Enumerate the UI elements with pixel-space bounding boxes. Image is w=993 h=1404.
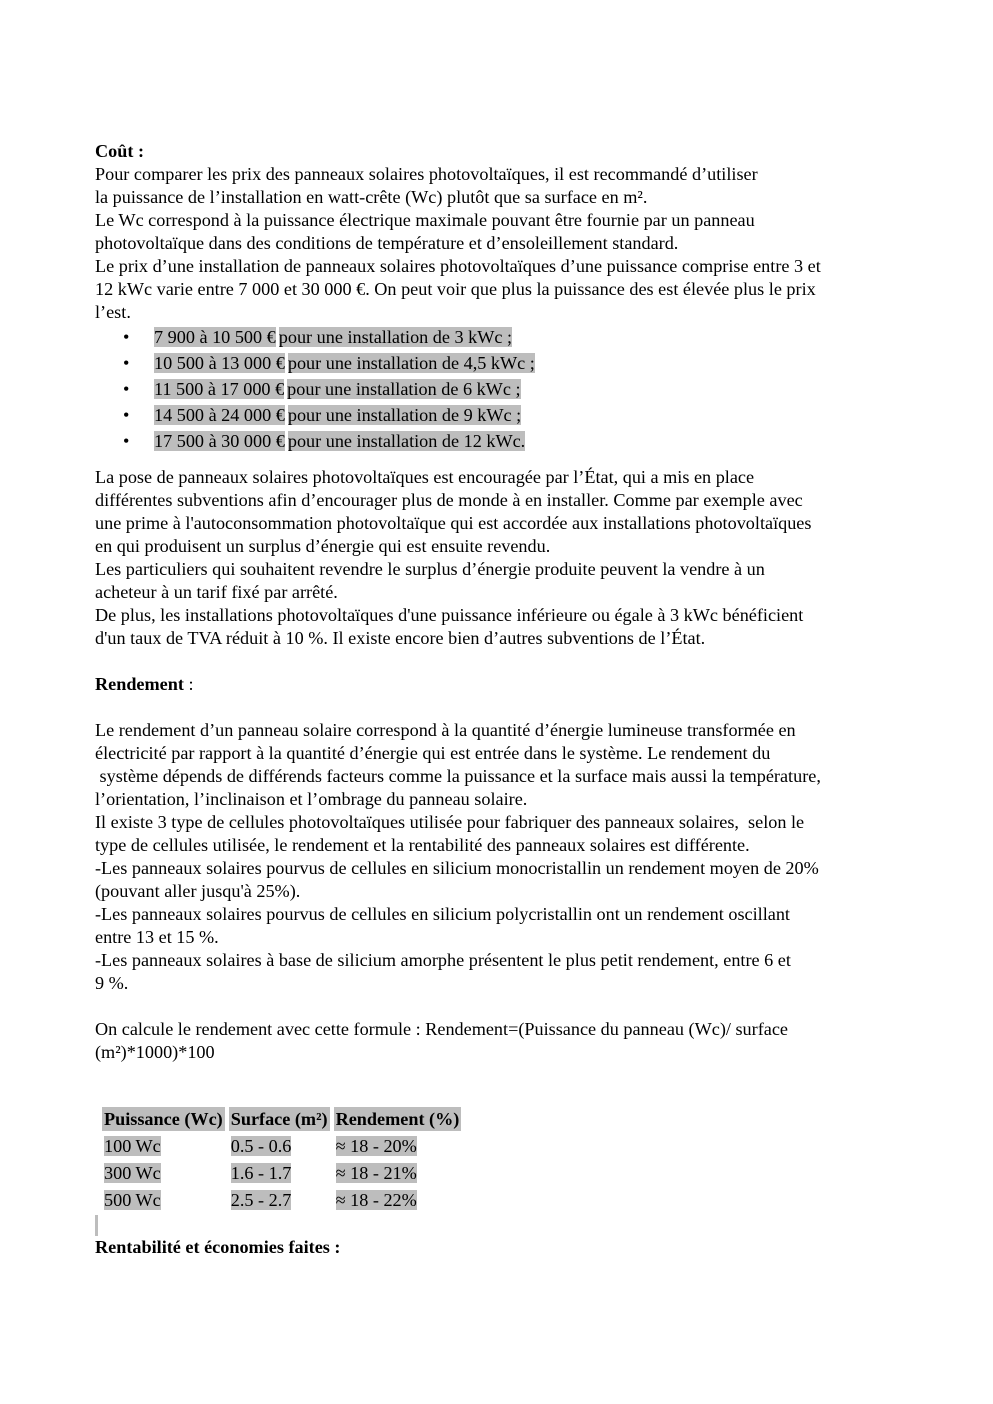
list-item xyxy=(95,402,915,428)
paragraph-line: système dépends de différends facteurs comme la puissance et la surface mais aussi la température, xyxy=(95,766,821,786)
table-cell: 0.5 - 0.6 xyxy=(230,1136,292,1156)
bullet-icon: • xyxy=(123,379,130,399)
price-range: 10 500 à 13 000 € xyxy=(154,353,285,373)
price-description: pour une installation de 9 kWc ; xyxy=(287,405,522,425)
rendement-table xyxy=(98,1104,465,1215)
price-range: 17 500 à 30 000 € xyxy=(154,431,285,451)
paragraph-line: Les particuliers qui souhaitent revendre le surplus d’énergie produite peuvent la vendre à un xyxy=(95,559,765,579)
price-list xyxy=(95,324,915,454)
paragraph-line: Il existe 3 type de cellules photovoltaïques utilisée pour fabriquer des panneaux solaires, selon le xyxy=(95,812,805,832)
bullet-icon: • xyxy=(123,431,130,451)
table-cell: ≈ 18 - 21% xyxy=(335,1163,417,1183)
paragraph-line: 9 %. xyxy=(95,973,129,993)
price-range: 14 500 à 24 000 € xyxy=(154,405,285,425)
paragraph-line: d'un taux de TVA réduit à 10 %. Il existe encore bien d’autres subventions de l’État. xyxy=(95,628,706,648)
price-range: 11 500 à 17 000 € xyxy=(154,379,285,399)
paragraph-line: une prime à l'autoconsommation photovoltaïque qui est accordée aux installations photovoltaïques xyxy=(95,513,812,533)
price-range: 7 900 à 10 500 € xyxy=(154,327,276,347)
paragraph-line: électricité par rapport à la quantité d’énergie qui est entrée dans le système. Le rendement du xyxy=(95,743,771,763)
highlight-marker xyxy=(95,1215,98,1236)
table-header-cell: Puissance (Wc) xyxy=(104,1109,223,1129)
paragraph-line: De plus, les installations photovoltaïques d'une puissance inférieure ou égale à 3 kWc bénéficient xyxy=(95,605,804,625)
paragraph-line: l’orientation, l’inclinaison et l’ombrage du panneau solaire. xyxy=(95,789,528,809)
paragraph-line: -Les panneaux solaires pourvus de cellules en silicium polycristallin ont un rendement oscillant xyxy=(95,904,790,924)
price-description: pour une installation de 3 kWc ; xyxy=(278,327,513,347)
price-description: pour une installation de 12 kWc. xyxy=(287,431,526,451)
price-description: pour une installation de 6 kWc ; xyxy=(287,379,521,399)
paragraph-line: (pouvant aller jusqu'à 25%). xyxy=(95,881,301,901)
paragraph-line: entre 13 et 15 %. xyxy=(95,927,219,947)
section-heading-rendement: Rendement : xyxy=(95,674,194,694)
paragraph-line: l’est. xyxy=(95,302,131,322)
table-header-cell: Rendement (%) xyxy=(335,1109,460,1129)
paragraph-line: Le rendement d’un panneau solaire correspond à la quantité d’énergie lumineuse transformée en xyxy=(95,720,796,740)
list-item xyxy=(95,350,915,376)
table-cell: 500 Wc xyxy=(104,1190,161,1210)
price-description: pour une installation de 4,5 kWc ; xyxy=(287,353,535,373)
paragraph-line: Le Wc correspond à la puissance électrique maximale pouvant être fournie par un panneau xyxy=(95,210,755,230)
paragraph-line: type de cellules utilisée, le rendement et la rentabilité des panneaux solaires est différente. xyxy=(95,835,750,855)
formula-line: (m²)*1000)*100 xyxy=(95,1042,215,1062)
paragraph-line: la puissance de l’installation en watt-crête (Wc) plutôt que sa surface en m². xyxy=(95,187,648,207)
paragraph-line: en qui produisent un surplus d’énergie qui est ensuite revendu. xyxy=(95,536,551,556)
bullet-icon: • xyxy=(123,405,130,425)
bullet-icon: • xyxy=(123,353,130,373)
table-header-row xyxy=(102,1107,461,1131)
paragraph-line: -Les panneaux solaires à base de silicium amorphe présentent le plus petit rendement, entre 6 et xyxy=(95,950,791,970)
table-row xyxy=(102,1161,461,1185)
table-cell: 2.5 - 2.7 xyxy=(230,1190,292,1210)
formula-line: On calcule le rendement avec cette formule : Rendement=(Puissance du panneau (Wc)/ surface xyxy=(95,1019,788,1039)
table-header-cell: Surface (m²) xyxy=(230,1109,328,1129)
table-cell: 300 Wc xyxy=(104,1163,161,1183)
table-row xyxy=(102,1188,461,1212)
table-cell: 1.6 - 1.7 xyxy=(230,1163,292,1183)
table-row xyxy=(102,1134,461,1158)
paragraph-line: -Les panneaux solaires pourvus de cellules en silicium monocristallin un rendement moyen de 20% xyxy=(95,858,819,878)
paragraph-line: Pour comparer les prix des panneaux solaires photovoltaïques, il est recommandé d’utiliser xyxy=(95,164,758,184)
paragraph-line: différentes subventions afin d’encourager plus de monde à en installer. Comme par exemple avec xyxy=(95,490,803,510)
list-item xyxy=(95,376,915,402)
paragraph-line: La pose de panneaux solaires photovoltaïques est encouragée par l’État, qui a mis en place xyxy=(95,467,755,487)
section-heading-rentabilite: Rentabilité et économies faites : xyxy=(95,1237,341,1257)
table-cell: 100 Wc xyxy=(104,1136,161,1156)
table-cell: ≈ 18 - 20% xyxy=(335,1136,417,1156)
list-item xyxy=(95,428,915,454)
paragraph-line: photovoltaïque dans des conditions de température et d’ensoleillement standard. xyxy=(95,233,679,253)
paragraph-line: acheteur à un tarif fixé par arrêté. xyxy=(95,582,338,602)
table-cell: ≈ 18 - 22% xyxy=(335,1190,417,1210)
paragraph-line: Le prix d’une installation de panneaux solaires photovoltaïques d’une puissance comprise entre 3 et xyxy=(95,256,821,276)
list-item xyxy=(95,324,915,350)
document-page xyxy=(95,140,915,1259)
bullet-icon: • xyxy=(123,327,130,347)
section-heading-cout: Coût : xyxy=(95,141,145,161)
paragraph-line: 12 kWc varie entre 7 000 et 30 000 €. On peut voir que plus la puissance des est élevée plus le prix xyxy=(95,279,816,299)
